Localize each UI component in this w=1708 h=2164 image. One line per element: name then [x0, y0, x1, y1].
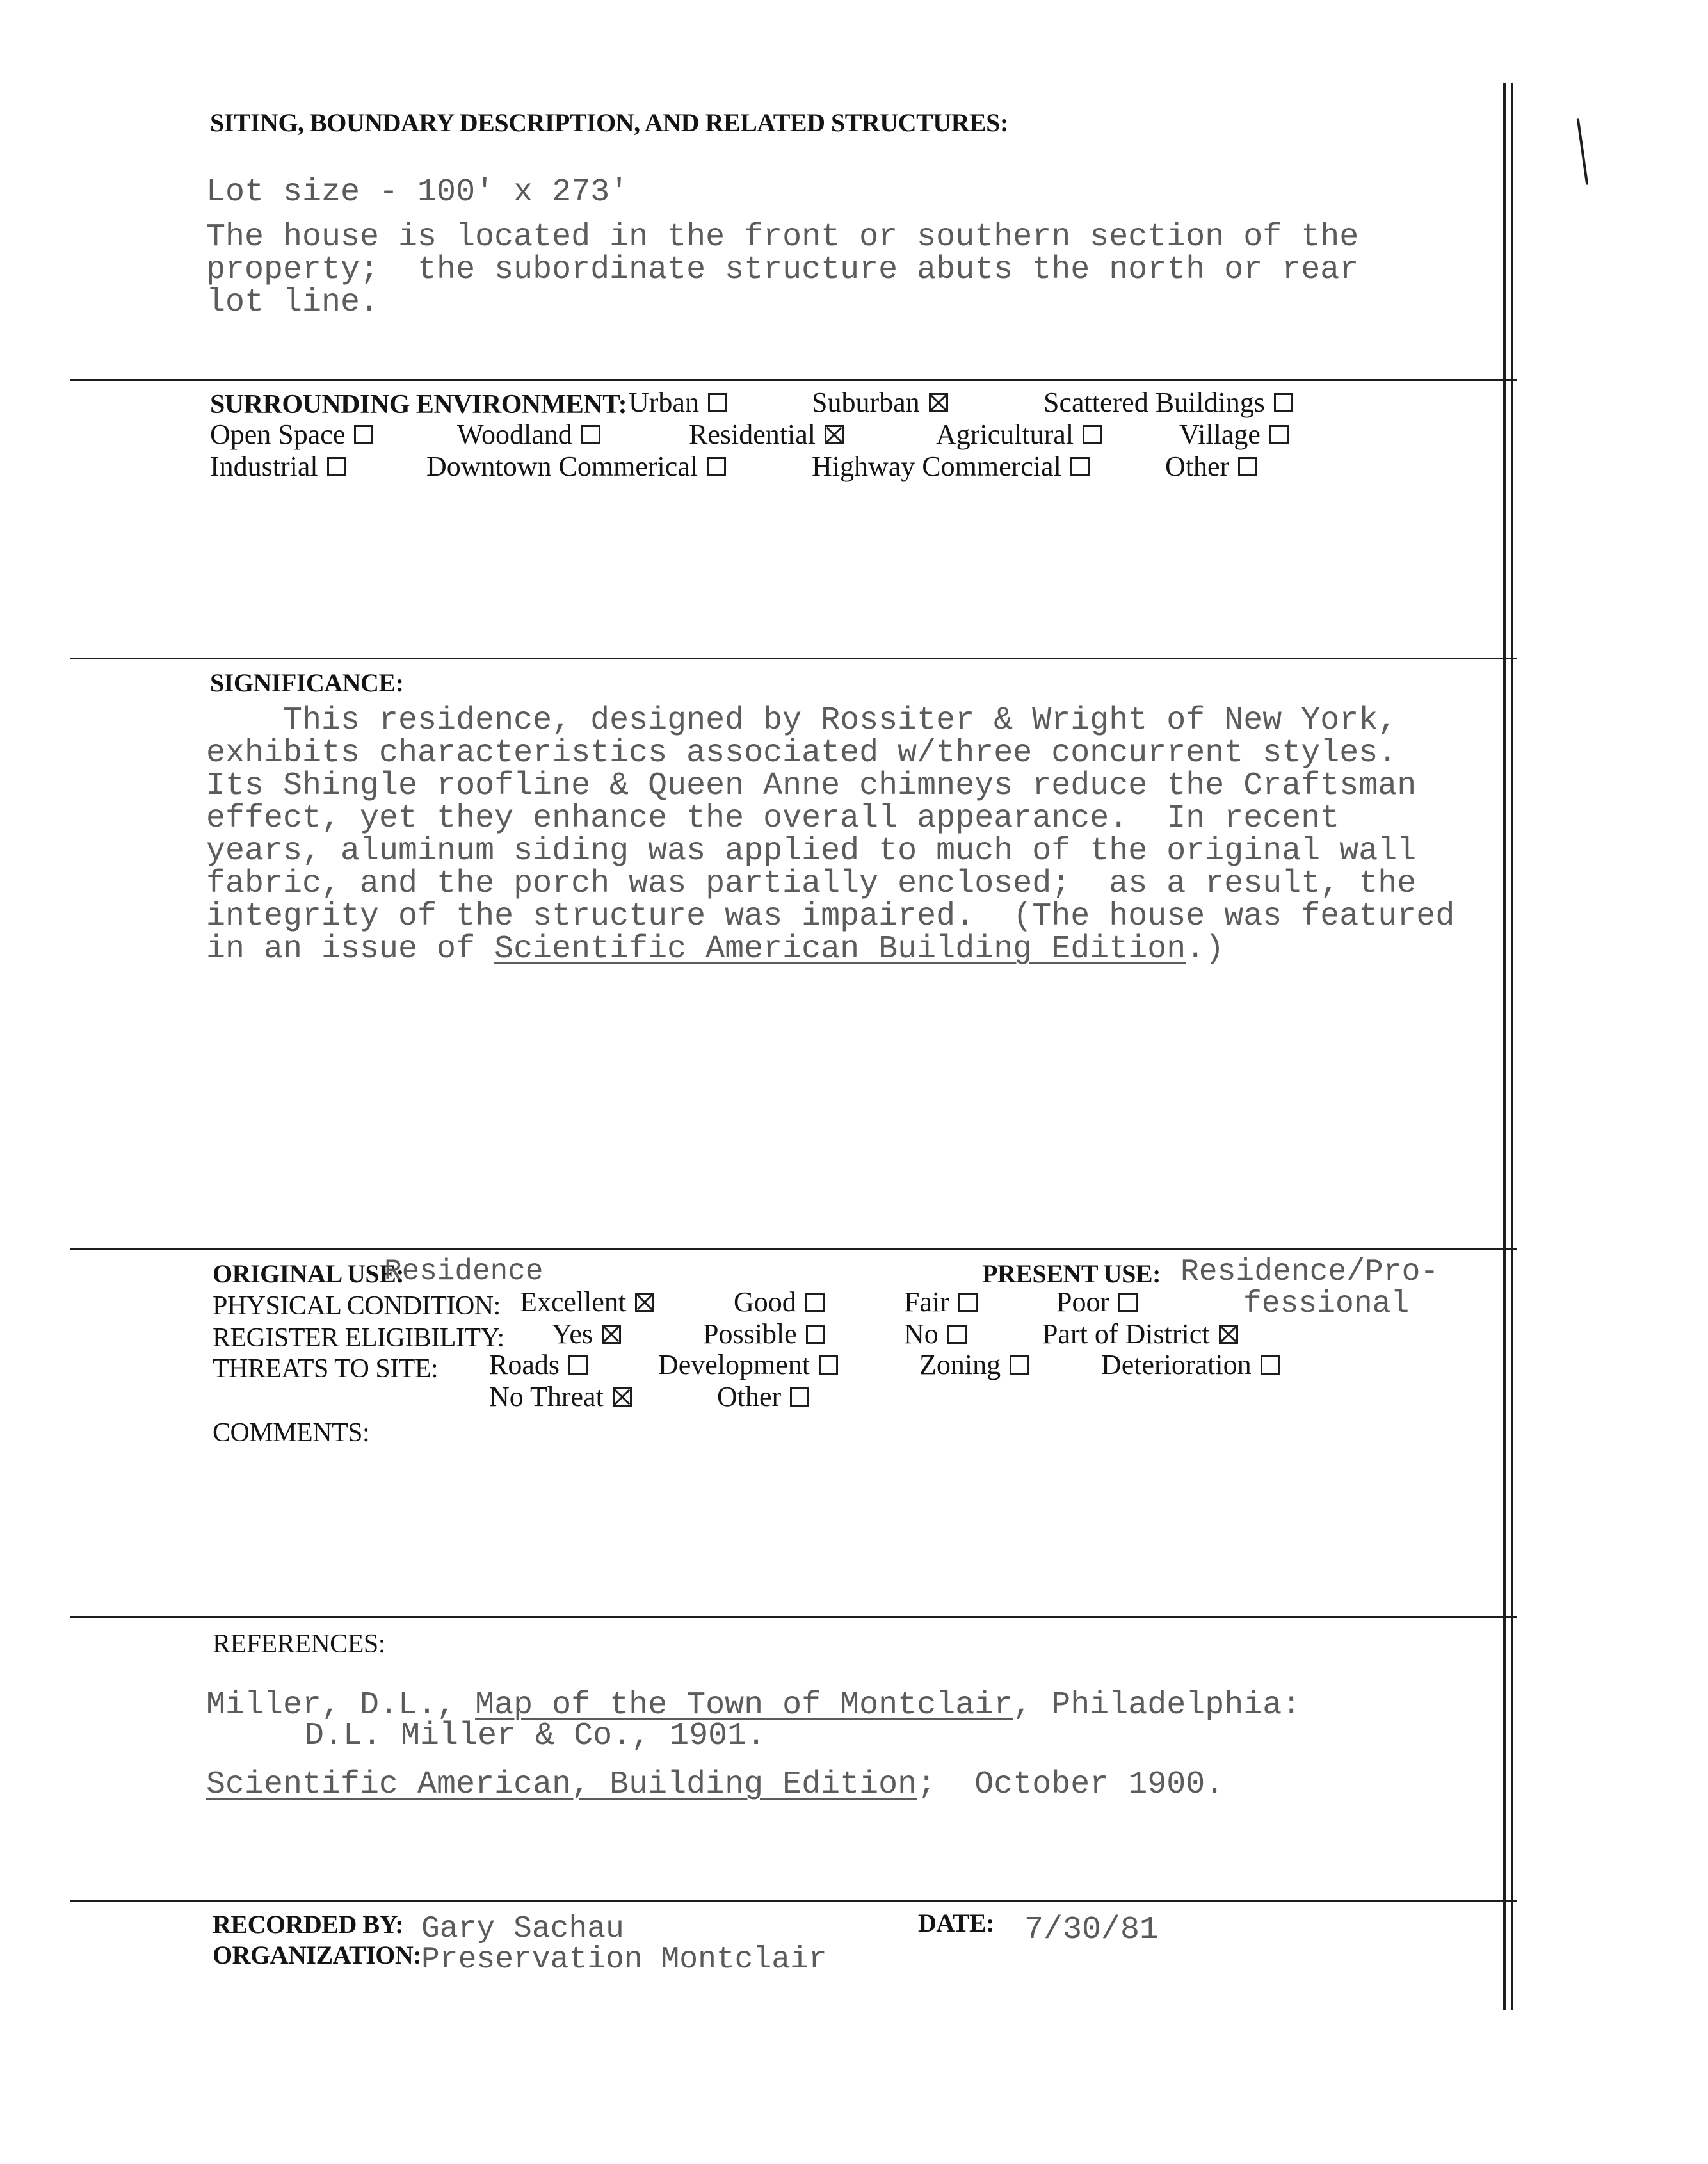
checkbox-excellent[interactable]	[635, 1293, 654, 1312]
threat-roads[interactable]	[489, 1348, 588, 1381]
checkbox-part-of-district[interactable]	[1219, 1325, 1238, 1344]
option-woodland-label: Woodland	[457, 419, 572, 450]
significance-line-5: years, aluminum siding was applied to much of the original wall	[206, 833, 1417, 869]
significance-line-8-suffix: .)	[1186, 931, 1225, 967]
register-no-label: No	[904, 1318, 939, 1350]
present-use-value-1: Residence/Pro-	[1180, 1255, 1439, 1289]
checkbox-register-possible[interactable]	[806, 1325, 825, 1344]
checkbox-no-threat[interactable]	[613, 1387, 632, 1407]
checkbox-urban[interactable]	[708, 393, 727, 412]
reference-1-author: Miller, D.L.,	[206, 1687, 476, 1724]
original-use-label: ORIGINAL USE:	[213, 1259, 405, 1288]
option-scattered-buildings[interactable]	[1043, 386, 1293, 419]
threats-label: THREATS TO SITE:	[213, 1354, 439, 1384]
siting-heading: SITING, BOUNDARY DESCRIPTION, AND RELATED STRUCTURES:	[210, 108, 1008, 137]
divider-1	[70, 379, 1517, 381]
significance-line-6: fabric, and the porch was partially enclosed; as a result, the	[206, 866, 1417, 902]
present-use-value-2: fessional	[1243, 1287, 1410, 1321]
checkbox-deterioration[interactable]	[1261, 1355, 1280, 1375]
organization-value: Preservation Montclair	[421, 1942, 827, 1977]
checkbox-woodland[interactable]	[581, 425, 600, 444]
checkbox-register-no[interactable]	[947, 1325, 967, 1344]
significance-heading: SIGNIFICANCE:	[210, 668, 404, 697]
register-possible-label: Possible	[703, 1318, 797, 1350]
checkbox-other-environment[interactable]	[1238, 457, 1257, 476]
register-possible[interactable]	[703, 1318, 825, 1350]
register-no[interactable]	[904, 1318, 967, 1350]
option-agricultural[interactable]	[936, 418, 1102, 451]
reference-1-title: Map of the Town of Montclair	[475, 1687, 1013, 1724]
option-downtown-commercial-label: Downtown Commerical	[426, 451, 698, 482]
checkbox-roads[interactable]	[568, 1355, 588, 1375]
significance-line-4: effect, yet they enhance the overall appearance. In recent	[206, 800, 1340, 837]
option-highway-commercial[interactable]	[812, 450, 1090, 483]
option-residential[interactable]	[689, 418, 844, 451]
environment-heading: SURROUNDING ENVIRONMENT:	[210, 390, 627, 419]
threat-deterioration-label: Deterioration	[1101, 1349, 1252, 1380]
register-eligibility-label: REGISTER ELIGIBILITY:	[213, 1323, 504, 1353]
original-use-value: Residence	[384, 1255, 544, 1288]
recorded-by-label: RECORDED BY:	[213, 1910, 404, 1939]
condition-poor[interactable]	[1056, 1286, 1138, 1318]
threat-development[interactable]	[658, 1348, 838, 1381]
publication-title: Scientific American Building Edition	[494, 931, 1186, 967]
threat-no-threat-label: No Threat	[489, 1381, 604, 1412]
option-scattered-buildings-label: Scattered Buildings	[1043, 387, 1265, 418]
threat-other[interactable]	[717, 1380, 809, 1413]
checkbox-threat-other[interactable]	[790, 1387, 809, 1407]
option-downtown-commercial[interactable]	[426, 450, 726, 483]
option-village[interactable]	[1179, 418, 1289, 451]
date-label: DATE:	[918, 1909, 994, 1937]
condition-excellent-label: Excellent	[520, 1286, 627, 1318]
divider-3	[70, 1248, 1517, 1250]
condition-good[interactable]	[734, 1286, 825, 1318]
significance-line-8-prefix: in an issue of	[206, 931, 495, 967]
reference-2-title: Scientific American, Building Edition	[206, 1766, 917, 1803]
option-residential-label: Residential	[689, 419, 816, 450]
checkbox-agricultural[interactable]	[1083, 425, 1102, 444]
date-value: 7/30/81	[1024, 1912, 1159, 1948]
option-agricultural-label: Agricultural	[936, 419, 1074, 450]
checkbox-zoning[interactable]	[1010, 1355, 1029, 1375]
register-part-of-district-label: Part of District	[1042, 1318, 1210, 1350]
significance-line-8	[206, 933, 1224, 965]
significance-line-7: integrity of the structure was impaired. (The house was featured	[206, 898, 1455, 935]
lot-size: Lot size - 100' x 273'	[206, 174, 629, 211]
option-urban[interactable]	[629, 386, 727, 419]
checkbox-suburban[interactable]	[929, 393, 948, 412]
divider-4	[70, 1616, 1517, 1618]
option-open-space-label: Open Space	[210, 419, 346, 450]
threat-development-label: Development	[658, 1349, 810, 1380]
option-urban-label: Urban	[629, 387, 699, 418]
condition-poor-label: Poor	[1056, 1286, 1110, 1318]
condition-excellent[interactable]	[520, 1286, 654, 1318]
significance-line-1: This residence, designed by Rossiter & Wright of New York,	[206, 702, 1398, 739]
siting-line-3: lot line.	[206, 284, 380, 321]
checkbox-village[interactable]	[1269, 425, 1289, 444]
reference-2-rest: ; October 1900.	[917, 1766, 1225, 1803]
siting-line-2: property; the subordinate structure abuts the north or rear	[206, 252, 1359, 288]
reference-1	[206, 1689, 1301, 1722]
physical-condition-label: PHYSICAL CONDITION:	[213, 1291, 501, 1321]
register-yes[interactable]	[552, 1318, 621, 1350]
register-part-of-district[interactable]	[1042, 1318, 1238, 1350]
option-industrial[interactable]	[210, 450, 346, 483]
option-other-environment[interactable]	[1165, 450, 1257, 483]
divider-2	[70, 658, 1517, 659]
divider-5	[70, 1900, 1517, 1902]
option-woodland[interactable]	[457, 418, 600, 451]
comments-label: COMMENTS:	[213, 1418, 370, 1448]
option-highway-commercial-label: Highway Commercial	[812, 451, 1061, 482]
threat-zoning[interactable]	[919, 1348, 1029, 1381]
recorded-by-value: Gary Sachau	[421, 1912, 624, 1946]
threat-zoning-label: Zoning	[919, 1349, 1001, 1380]
reference-1-line-2: D.L. Miller & Co., 1901.	[305, 1718, 766, 1754]
references-heading: REFERENCES:	[213, 1629, 385, 1659]
option-industrial-label: Industrial	[210, 451, 318, 482]
checkbox-downtown-commercial[interactable]	[707, 457, 726, 476]
checkbox-industrial[interactable]	[327, 457, 346, 476]
siting-line-1: The house is located in the front or southern section of the	[206, 219, 1359, 255]
checkbox-open-space[interactable]	[354, 425, 373, 444]
register-yes-label: Yes	[552, 1318, 593, 1350]
option-village-label: Village	[1179, 419, 1261, 450]
condition-fair[interactable]	[904, 1286, 978, 1318]
right-border-line-1	[1503, 83, 1506, 2010]
reference-2	[206, 1768, 1224, 1801]
significance-line-3: Its Shingle roofline & Queen Anne chimneys reduce the Craftsman	[206, 768, 1417, 804]
condition-fair-label: Fair	[904, 1286, 949, 1318]
option-open-space[interactable]	[210, 418, 373, 451]
organization-label: ORGANIZATION:	[213, 1941, 422, 1969]
right-border-line-2	[1511, 83, 1513, 2010]
checkbox-residential[interactable]	[825, 425, 844, 444]
checkbox-poor[interactable]	[1118, 1293, 1138, 1312]
threat-roads-label: Roads	[489, 1349, 560, 1380]
option-suburban-label: Suburban	[812, 387, 920, 418]
option-other-environment-label: Other	[1165, 451, 1230, 482]
threat-deterioration[interactable]	[1101, 1348, 1280, 1381]
checkbox-highway-commercial[interactable]	[1070, 457, 1090, 476]
reference-1-rest: , Philadelphia:	[1013, 1687, 1301, 1724]
checkbox-scattered-buildings[interactable]	[1274, 393, 1293, 412]
checkbox-development[interactable]	[819, 1355, 838, 1375]
threat-no-threat[interactable]	[489, 1380, 632, 1413]
checkbox-fair[interactable]	[958, 1293, 978, 1312]
checkbox-good[interactable]	[805, 1293, 825, 1312]
margin-mark	[1577, 118, 1588, 185]
significance-line-2: exhibits characteristics associated w/three concurrent styles.	[206, 735, 1398, 771]
condition-good-label: Good	[734, 1286, 796, 1318]
present-use-label: PRESENT USE:	[982, 1259, 1161, 1288]
checkbox-register-yes[interactable]	[602, 1325, 621, 1344]
option-suburban[interactable]	[812, 386, 948, 419]
threat-other-label: Other	[717, 1381, 782, 1412]
